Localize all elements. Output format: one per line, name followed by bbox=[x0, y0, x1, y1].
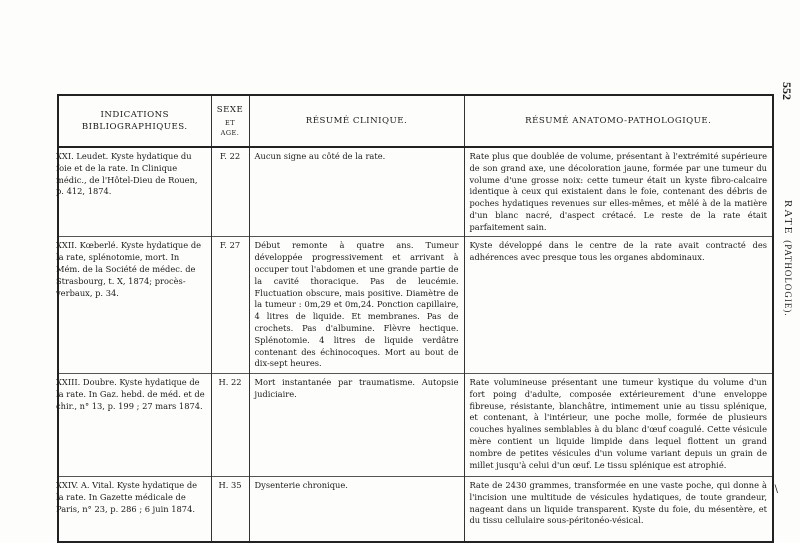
corner-mark: \ bbox=[774, 484, 778, 495]
bibliography-cell: XXII. Kœberlé. Kyste hydatique de la rate, splénotomie, mort. In Mém. de la Société de médec. de Strasbourg, t. X, 1874; procès-verbaux, p. 34. bbox=[58, 237, 211, 374]
header-row bbox=[58, 95, 773, 147]
anatomo-cell: Rate volumineuse présentant une tumeur kystique du volume d'un fort poing d'adulte, composée extérieurement d'une enveloppe fibreuse, résistante, blanchâtre, intimement unie au tissu splénique, et contenant, à l'intérieur, une poche molle, formée de plusieurs couches hyalines semblables à du blanc d'œuf coagulé. Cette vésicule mère contient un liquide limpide dans lequel flottent un grand nombre de petites vésicules d'un volume variant depuis un grain de millet jusqu'à celui d'un œuf. Le tissu splénique est atrophié. bbox=[464, 374, 773, 477]
sex-age-cell: H. 35 bbox=[211, 477, 249, 543]
header-sex: SEXE bbox=[216, 105, 244, 116]
table-row bbox=[58, 147, 773, 237]
header-bibliography: INDICATIONS BIBLIOGRAPHIQUES. bbox=[58, 95, 211, 147]
header-age: ET AGE. bbox=[220, 119, 240, 137]
clinical-cell: Début remonte à quatre ans. Tumeur développée progressivement et arrivant à occuper tout l'abdomen et une grande partie de la cavité thoracique. Pas de leucémie. Fluctuation obscure, mais positive. Diamètre de la tumeur : 0m,29 et 0m,24. Ponction capillaire, 4 litres de liquide. Et membranes. Pas de crochets. Pas d'albumine. Flèvre hectique. Splénotomie. 4 litres de liquide verdâtre contenant des échinocoques. Mort au bout de dix-sept heures. bbox=[249, 237, 464, 374]
sex-age-cell: F. 22 bbox=[211, 147, 249, 237]
anatomo-cell: Rate de 2430 grammes, transformée en une vaste poche, qui donne à l'incision une multitude de vésicules hydatiques, de toute grandeur, nageant dans un liquide transparent. Kyste du foie, du mésentère, et du tissu cellulaire sous-péritonéo-vésical. bbox=[464, 477, 773, 543]
anatomo-cell: Rate plus que doublée de volume, présentant à l'extrémité supérieure de son grand axe, une décoloration jaune, formée par une tumeur du volume d'une grosse noix: cette tumeur était un kyste fibro-calcaire identique à ceux qui existaient dans le foie, contenant des débris de poches hydatiques revenues sur elles-mêmes, et mêlé à de la matière d'un blanc nacré, d'aspect crétacé. Le reste de la rate était parfaitement sain. bbox=[464, 147, 773, 237]
table-row bbox=[58, 374, 773, 477]
bibliography-cell: XXIV. A. Vital. Kyste hydatique de la rate. In Gazette médicale de Paris, n° 23, p. 286 ; 6 juin 1874. bbox=[58, 477, 211, 543]
header-anatomo: RÉSUMÉ ANATOMO-PATHOLOGIQUE. bbox=[464, 95, 773, 147]
header-sex-age bbox=[211, 95, 249, 147]
header-clinical: RÉSUMÉ CLINIQUE. bbox=[249, 95, 464, 147]
case-table bbox=[57, 94, 774, 543]
anatomo-cell: Kyste développé dans le centre de la rate avait contracté des adhérences avec presque tous les organes abdominaux. bbox=[464, 237, 773, 374]
table-row bbox=[58, 477, 773, 543]
running-head-subtitle: (PATHOLOGIE). bbox=[783, 240, 793, 317]
running-head bbox=[782, 200, 794, 317]
page-number: 552 bbox=[780, 82, 794, 100]
clinical-cell: Mort instantanée par traumatisme. Autopsie judiciaire. bbox=[249, 374, 464, 477]
sex-age-cell: H. 22 bbox=[211, 374, 249, 477]
running-head-title: RATE bbox=[782, 200, 794, 236]
bibliography-cell: XXI. Leudet. Kyste hydatique du foie et de la rate. In Clinique médic., de l'Hôtel-Dieu de Rouen, p. 412, 1874. bbox=[58, 147, 211, 237]
table-row bbox=[58, 237, 773, 374]
bibliography-cell: XXIII. Doubre. Kyste hydatique de la rate. In Gaz. hebd. de méd. et de chir., n° 13, p. 199 ; 27 mars 1874. bbox=[58, 374, 211, 477]
clinical-cell: Dysenterie chronique. bbox=[249, 477, 464, 543]
sex-age-cell: F. 27 bbox=[211, 237, 249, 374]
clinical-cell: Aucun signe au côté de la rate. bbox=[249, 147, 464, 237]
